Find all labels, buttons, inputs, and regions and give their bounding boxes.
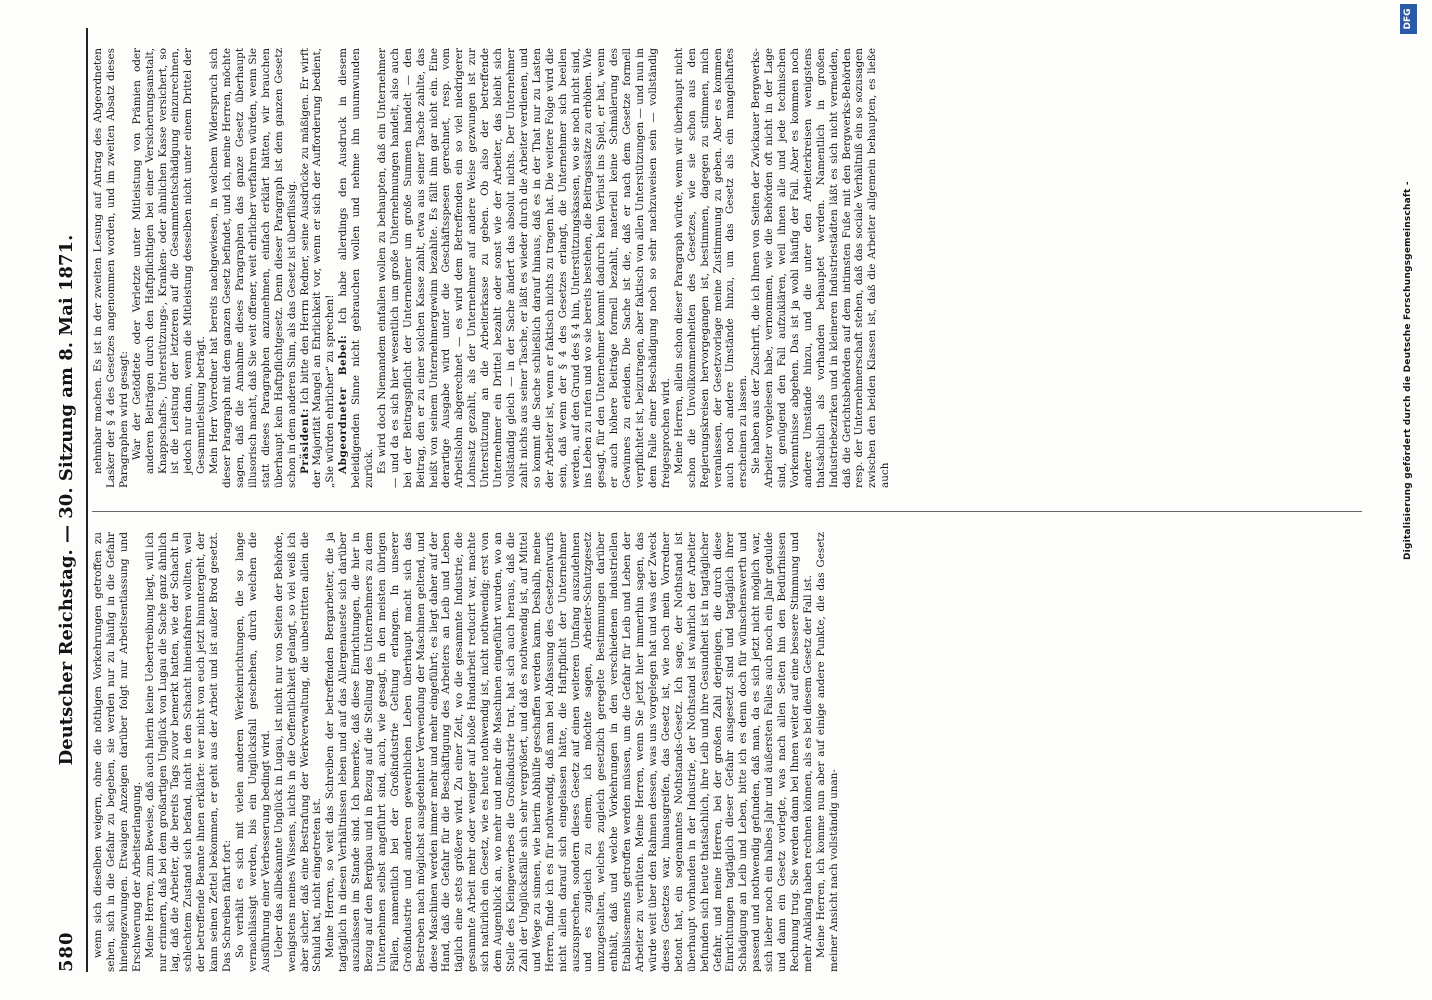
left-text-column — [92, 532, 1362, 972]
paragraph-text: Ich bitte den Herrn Redner, seine Ausdrücke zu mäßigen. Er wirft der Majorität Mangel an Ehrlichkeit vor, wenn er sich der Aufforderung bedient, „Sie würden ehrlicher“ zu sprechen! — [298, 48, 337, 488]
page-header — [52, 28, 82, 972]
paragraph: So verhält es sich mit vielen anderen Werkeinrichtungen, die so lange vernachlässigt werden, bis ein Unglücksfall geschehen, durch welchen die Ausführung einer Verbesserung bedingt wird. — [233, 532, 272, 972]
paragraph-text: Es wird doch Niemandem einfallen wollen zu behaupten, daß ein Unternehmer — und da es sich hier wesentlich um große Unternehmungen handelt, also auch bei der Beitragspflicht der Unternehmer um große Summen handelt — den Beitrag, den er zu einer solchen Kasse zahlt, etwa aus seiner Tasche zahlte, das heißt von seinem Unternehmergewinn bezahlte. Es fällt ihm gar nicht ein. Eine derartige Ausgabe wird unter die Geschäftsspesen gerechnet, resp. vom Arbeitslohn abgerechnet — es wird dem Betreffenden ein so viel niedrigerer Lohnsatz gezahlt, als der Unternehmer auf andere Weise gezwungen ist zur Unterstützung an die Arbeiterkasse zu geben. Ob also der betreffende Unternehmer ein Drittel bezahlt oder sonst wie der Arbeiter, das bleibt sich vollständig gleich — in der Sache ändert das absolut nichts. Der Unternehmer zahlt nichts aus seiner Tasche, er läßt es wieder durch die Arbeiter verdienen, und so kommt die Sache schließlich darauf hinaus, daß es in der That nur zu Lasten der Arbeiter ist, wenn er faktisch nichts zu tragen hat. Die weitere Folge wird die sein, daß wenn der § 4 des Gesetzes erlangt, die Unternehmer sich beeilen werden, auf den Grund des § 4 hin, Unterstützungskassen, wo sie noch nicht sind, ins Leben zu rufen und wo sie bereits bestehen, die Beitragssätze zu erhöhen. Wie gesagt, für den Unternehmer kommt dadurch kein Verlust ins Spiel, er hat, wenn er auch höhere Beiträge formell bezahlt, materiell keine Schmälerung des Gewinnes zu erleiden. Die Sache ist die, daß er nach dem Gesetze formell verpflichtet ist, beizutragen, aber faktisch von allen Unterstützungen — und nun in dem Falle einer Beschädigung noch so sehr nachzuweisen sein — vollständig freigesprochen wird. — [375, 48, 672, 488]
header-rule — [86, 28, 88, 972]
right-text-column — [92, 48, 1362, 488]
column-divider — [92, 511, 1362, 512]
paragraph — [376, 48, 673, 488]
dfg-logo: DFG — [1400, 4, 1417, 34]
paragraph-text: Meine Herren, allein schon dieser Paragraph würde, wenn wir überhaupt nicht schon die Unvollkommenheiten des Gesetzes, wie sie schon aus den Regierungskreisen hervorgegangen ist, bestimmen, dagegen zu stimmen, mich veranlassen, der Gesetzvorlage meine Zustimmung zu geben. Aber es kommen auch noch andere Umstände hinzu, um das Gesetz als ein mangelhaftes erscheinen zu lassen. — [672, 48, 750, 488]
paragraph-text: Ich habe allerdings den Ausdruck in diesem beleidigenden Sinne nicht gebrauchen wollen und nehme ihn unumwunden zurück. — [337, 48, 376, 488]
paragraph-text: nehmbar machen. Es ist in der zweiten Lesung auf Antrag des Abgeordneten Lasker der § 4 des Gesetzes angenommen worden, und im zweiten Absatz dieses Paragraphen wird gesagt: — [92, 48, 130, 488]
paragraph-text: Sie haben aus der Zuschrift, die ich Ihnen von Seiten der Zwickauer Bergwerks-Arbeiter vorgelesen habe, vernommen, wie die Behörden oft nicht in der Lage sind, genügend den Fall aufzuklären, weil ihnen alle und jede technischen Vorkenntnisse abgehen. Das ist ja wohl häufig der Fall. Aber es kommen noch andere Umstände hinzu, und die unter den Arbeiterkreisen wenigstens thatsächlich als vorhanden behauptet werden. Namentlich in großen Industriebezirken und in kleineren Industriestädten läßt es sich nicht vermeiden, daß die Gerichtsbehörden auf dem intimsten Fuße mit den Bergwerks-Behörden resp. der Unternehmerschaft stehen, daß das sociale Verhältniß ein so sozusagen zwischen den beiden Klassen ist, daß die Arbeiter allgemein behaupten, es ließe auch — [750, 48, 892, 488]
speech-paragraph — [299, 48, 338, 488]
speech-paragraph — [337, 48, 376, 488]
digitization-credit — [1397, 0, 1423, 1000]
paragraph-text: War der Getödtete oder Verletzte unter Mitleistung von Prämien oder anderen Beiträgen durch den Haftpflichtigen bei einer Versicherungsanstalt, Knappschafts-, Unterstützungs-, Kranken- oder ähnlichen Kasse versichert, so ist die Leistung der letzteren auf die Gesammtentschädigung einzurechnen, jedoch nur dann, wenn die Mitleistung desselben nicht unter einem Drittel der Gesammtleistung beträgt. — [130, 48, 208, 474]
paragraph-text: Mein Herr Vorredner hat bereits nachgewiesen, in welchem Widerspruch sich dieser Paragraph mit dem ganzen Gesetz befindet, und ich, meine Herren, möchte sagen, daß die Annahme dieses Paragraphen das ganze Gesetz überhaupt illusorisch macht, daß Sie weit offener, weit ehrlicher verfahren würden, wenn Sie statt dieses Paragraphen anzunehmen, einfach erklärt hätten, wir brauchen überhaupt kein Haftpflichtgesetz. Denn dieser Paragraph ist dem ganzen Gesetz schon in dem anderen Sinn, als das Gesetz ist überflüssig. — [208, 48, 298, 488]
page-number: 580 — [56, 931, 77, 972]
paragraph: Meine Herren, zum Beweise, daß auch hierin keine Uebertreibung liegt, will ich nur erinnern, daß bei dem großartigen Unglück von Lugau die Sache ganz ähnlich lag, daß die Arbeiter, die bereits Tags zuvor bemerkt hatten, wie der Schacht in schlechtem Zustand sich befand, nicht in den Schacht hineinfahren wollten, weil der betreffende Beamte ihnen erklärte: wer nicht von euch jetzt hinuntergeht, der kann seinen Zettel bekommen, er geht aus der Arbeit und ist außer Brod gesetzt. Das Schreiben fährt fort: — [143, 532, 234, 972]
paragraph — [92, 48, 131, 488]
paragraph — [208, 48, 298, 488]
running-title: Deutscher Reichstag. — 30. Sitzung am 8. Mai 1871. — [56, 234, 77, 766]
credit-text: Digitalisierung gefördert durch die Deutsche Forschungsgemeinschaft - — [1403, 181, 1413, 560]
paragraph: Meine Herren, ich komme nun aber auf einige andere Punkte, die das Gesetz meiner Ansicht nach vollständig unan- — [814, 532, 840, 972]
speaker-label: Präsident: — [298, 408, 311, 474]
speaker-label: Abgeordneter Bebel: — [337, 334, 350, 474]
quoted-paragraph — [131, 48, 208, 474]
paragraph: wenn sich dieselben weigern, ohne die nöthigen Vorkehrungen getroffen zu sehen, sich in die Gefahr zu begeben, sie werden nur zu häufig in die Gefahr hineingezwungen. Etwaigen Anzeigen darüber folgt nur Arbeitsentlassung und Erschwerung der Arbeitserlangung. — [92, 532, 143, 972]
paragraph — [750, 48, 892, 488]
paragraph: Meine Herren, so weit das Schreiben der betreffenden Bergarbeiter, die ja tagtäglich in diesen Verhältnissen leben und auf das Allergenaueste sich darüber auszulassen im Stande sind. Ich bemerke, daß diese Einrichtungen, die hier in Bezug auf den Bergbau und in Bezug auf die Stellung des Unternehmers zu dem Unternehmen selbst angeführt sind, auch, wie gesagt, in den meisten übrigen Fällen, namentlich bei der Großindustrie Geltung erlangen. In unserer Großindustrie und anderen gewerblichen Leben überhaupt macht sich das Bestreben nach möglichst ausgedehnter Verwendung der Maschinen geltend, und diese Maschinen werden immer mehr und mehr eingeführt; es liegt daher auf der Hand, daß die Gefahr für die Beschäftigung des Arbeiters an Leib und Leben täglich eine stets größere wird. Zu einer Zeit, wo die gesammte Industrie, die gesammte Arbeit mehr oder weniger auf bloße Handarbeit reducirt war, machte sich natürlich ein Gesetz, wie es heute nothwendig ist, nicht nothwendig; erst von dem Augenblick an, wo mehr und mehr die Maschinen eingeführt wurden, wo an Stelle des Kleingewerbes die Großindustrie trat, hat sich auch heraus, daß die Zahl der Unglücksfälle sich sehr vergrößert, und daß es nothwendig ist, auf Mittel und Wege zu sinnen, wie hierin Abhülfe geschaffen werden kann. Deshalb, meine Herren, finde ich es für nothwendig, daß man bei Abfassung des Gesetzentwurfs nicht allein darauf sich eingelassen hätte, die Haftpflicht der Unternehmer auszusprechen, sondern dieses Gesetz auf einen weiteren Umfang auszudehnen und es zugleich zu einem, ich möchte sagen, Arbeiter-Schutzgesetz umzugestalten, welches zugleich gesetzlich geregelte Bestimmungen darüber enthält, daß und welche Vorkehrungen in den verschiedenen industriellen Etablissements getroffen werden müssen, um die Gefahr für Leib und Leben der Arbeiter zu verhüten. Meine Herren, wenn Sie jetzt hier immerhin sagen, das würde weit über den Rahmen dessen, was uns vorgelegen hat und was der Zweck dieses Gesetzes war, hinausgreifen, das Gesetz ist, wie noch mein Vorredner betont hat, ein sogenanntes Nothstands-Gesetz. Ich sage, der Nothstand ist überhaupt vorhanden in der Industrie, der Nothstand ist wahrlich der Arbeiter befunden sich heute thatsächlich, ihre Leib und ihre Gesundheit ist in tagtäglicher Gefahr, und meine Herren, bei der großen Zahl derjenigen, die durch diese Einrichtungen tagtäglich dieser Gefahr ausgesetzt sind und tagtäglich ihrer Schädigung an Leib und Leben, bitte ich es denn doch für wünschenswerth und passend und nothwendig gefunden, daß man, da es sich jetzt nicht möglich war, sich lieber noch ein halbes Jahr und äußersten Falles auch noch ein Jahr gedulde und dann ein Gesetz vorlegte, was nach allen Seiten hin den Bedürfnissen Rechnung trug. Sie werden dann bei Ihnen weiter auf eine bessere Stimmung und mehr Anklang haben rechnen können, als es bei diesem Gesetz der Fall ist. — [324, 532, 814, 972]
paragraph — [673, 48, 750, 488]
paragraph: Ueber das allbekannte Unglück in Lugau, ist nicht nur von Seiten der Behörde, wenigstens meines Wissens, nichts in die Oeffentlichkeit gelangt, so viel weiß ich aber sicher, daß eine Bestrafung der Werkverwaltung, die unbestritten allein die Schuld hat, nicht eingetreten ist. — [272, 532, 324, 972]
